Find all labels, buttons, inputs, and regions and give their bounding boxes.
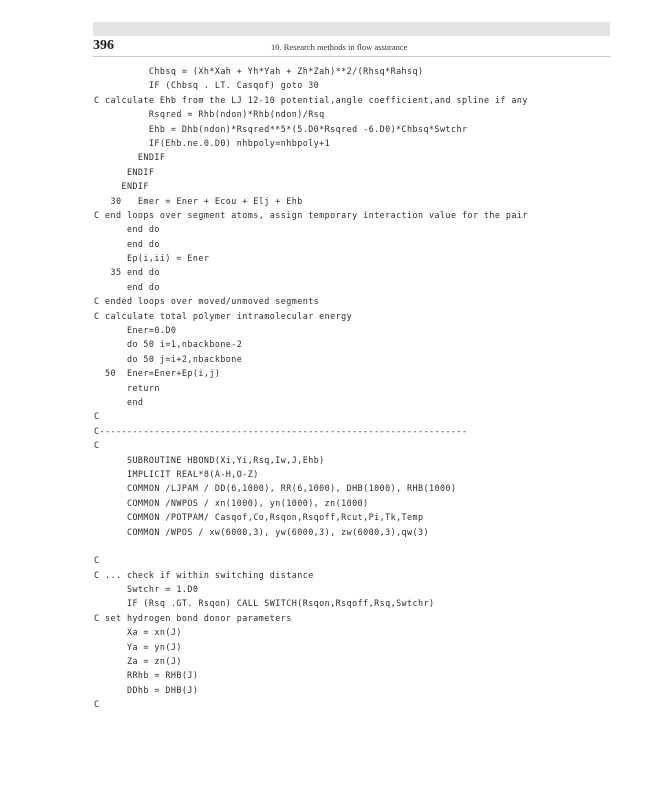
code-line: COMMON /WPOS / xw(6000,3), yw(6000,3), zw(6000,3),qw(3) bbox=[94, 526, 430, 537]
code-line: end do bbox=[94, 224, 160, 235]
code-line: C ended loops over moved/unmoved segments bbox=[94, 296, 320, 307]
code-line: C calculate total polymer intramolecular energy bbox=[94, 310, 353, 321]
code-line: Xa = xn(J) bbox=[94, 627, 182, 638]
code-line: Chbsq = (Xh*Xah + Yh*Yah + Zh*Zah)**2/(Rhsq*Rahsq) bbox=[94, 66, 424, 76]
code-line: do 50 i=1,nbackbone-2 bbox=[94, 339, 243, 350]
code-line: Rsqred = Rhb(ndon)*Rhb(ndon)/Rsq bbox=[94, 109, 325, 120]
code-line: COMMON /POTPAM/ Casqof,Co,Rsqon,Rsqoff,Rcut,Pi,Tk,Temp bbox=[94, 512, 424, 523]
code-line: ENDIF bbox=[94, 181, 149, 192]
running-header: 10. Research methods in flow assurance bbox=[271, 42, 408, 52]
code-line: SUBROUTINE HBOND(Xi,Yi,Rsq,Iw,J,Ehb) bbox=[94, 454, 325, 465]
code-line: 50 Ener=Ener+Ep(i,j) bbox=[94, 368, 221, 379]
code-line: IMPLICIT REAL*8(A-H,O-Z) bbox=[94, 468, 259, 479]
code-line: C set hydrogen bond donor parameters bbox=[94, 612, 292, 623]
code-line: 35 end do bbox=[94, 267, 160, 278]
header-divider bbox=[93, 56, 610, 57]
code-line: end bbox=[94, 396, 144, 407]
code-line: Ener=0.D0 bbox=[94, 325, 177, 336]
code-line: C bbox=[94, 411, 100, 422]
code-line: Swtchr = 1.D0 bbox=[94, 584, 199, 595]
code-line: C------------------------------------------------------------------- bbox=[94, 425, 468, 436]
code-line: Ehb = Dhb(ndon)*Rsqred**5*(5.D0*Rsqred -6.D0)*Chbsq*Swtchr bbox=[94, 123, 468, 134]
code-line: ENDIF bbox=[94, 166, 155, 177]
code-line: Ya = yn(J) bbox=[94, 641, 182, 652]
code-line: do 50 j=i+2,nbackbone bbox=[94, 353, 243, 364]
code-line: Ep(i,ii) = Ener bbox=[94, 253, 210, 264]
code-line: C end loops over segment atoms, assign temporary interaction value for the pair bbox=[94, 209, 528, 220]
code-line: RRhb = RHB(J) bbox=[94, 670, 199, 681]
code-line: return bbox=[94, 382, 160, 393]
header-bar bbox=[93, 22, 610, 36]
code-line: ENDIF bbox=[94, 152, 166, 163]
code-line: end do bbox=[94, 281, 160, 292]
code-line: IF (Chbsq . LT. Casqof) goto 30 bbox=[94, 80, 320, 91]
code-line: C ... check if within switching distance bbox=[94, 569, 314, 580]
code-line: Za = zn(J) bbox=[94, 656, 182, 667]
code-line: C bbox=[94, 555, 100, 566]
code-line: IF(Ehb.ne.0.D0) nhbpoly=nhbpoly+1 bbox=[94, 137, 331, 148]
code-line: C calculate Ehb from the LJ 12-10 potential,angle coefficient,and spline if any bbox=[94, 94, 528, 105]
code-line: C bbox=[94, 699, 100, 710]
code-line: DDhb = DHB(J) bbox=[94, 684, 199, 695]
code-line: IF (Rsq .GT. Rsqon) CALL SWITCH(Rsqon,Rsqoff,Rsq,Swtchr) bbox=[94, 598, 435, 609]
code-listing bbox=[94, 64, 614, 712]
page-number: 396 bbox=[93, 38, 114, 53]
code-line: COMMON /NWPOS / xn(1000), yn(1000), zn(1000) bbox=[94, 497, 369, 508]
code-line bbox=[94, 539, 614, 553]
code-line: COMMON /LJPAM / DD(6,1000), RR(6,1000), DHB(1000), RHB(1000) bbox=[94, 483, 457, 494]
code-line: C bbox=[94, 440, 100, 451]
code-line: 30 Emer = Ener + Ecou + Elj + Ehb bbox=[94, 195, 303, 206]
code-line: end do bbox=[94, 238, 160, 249]
